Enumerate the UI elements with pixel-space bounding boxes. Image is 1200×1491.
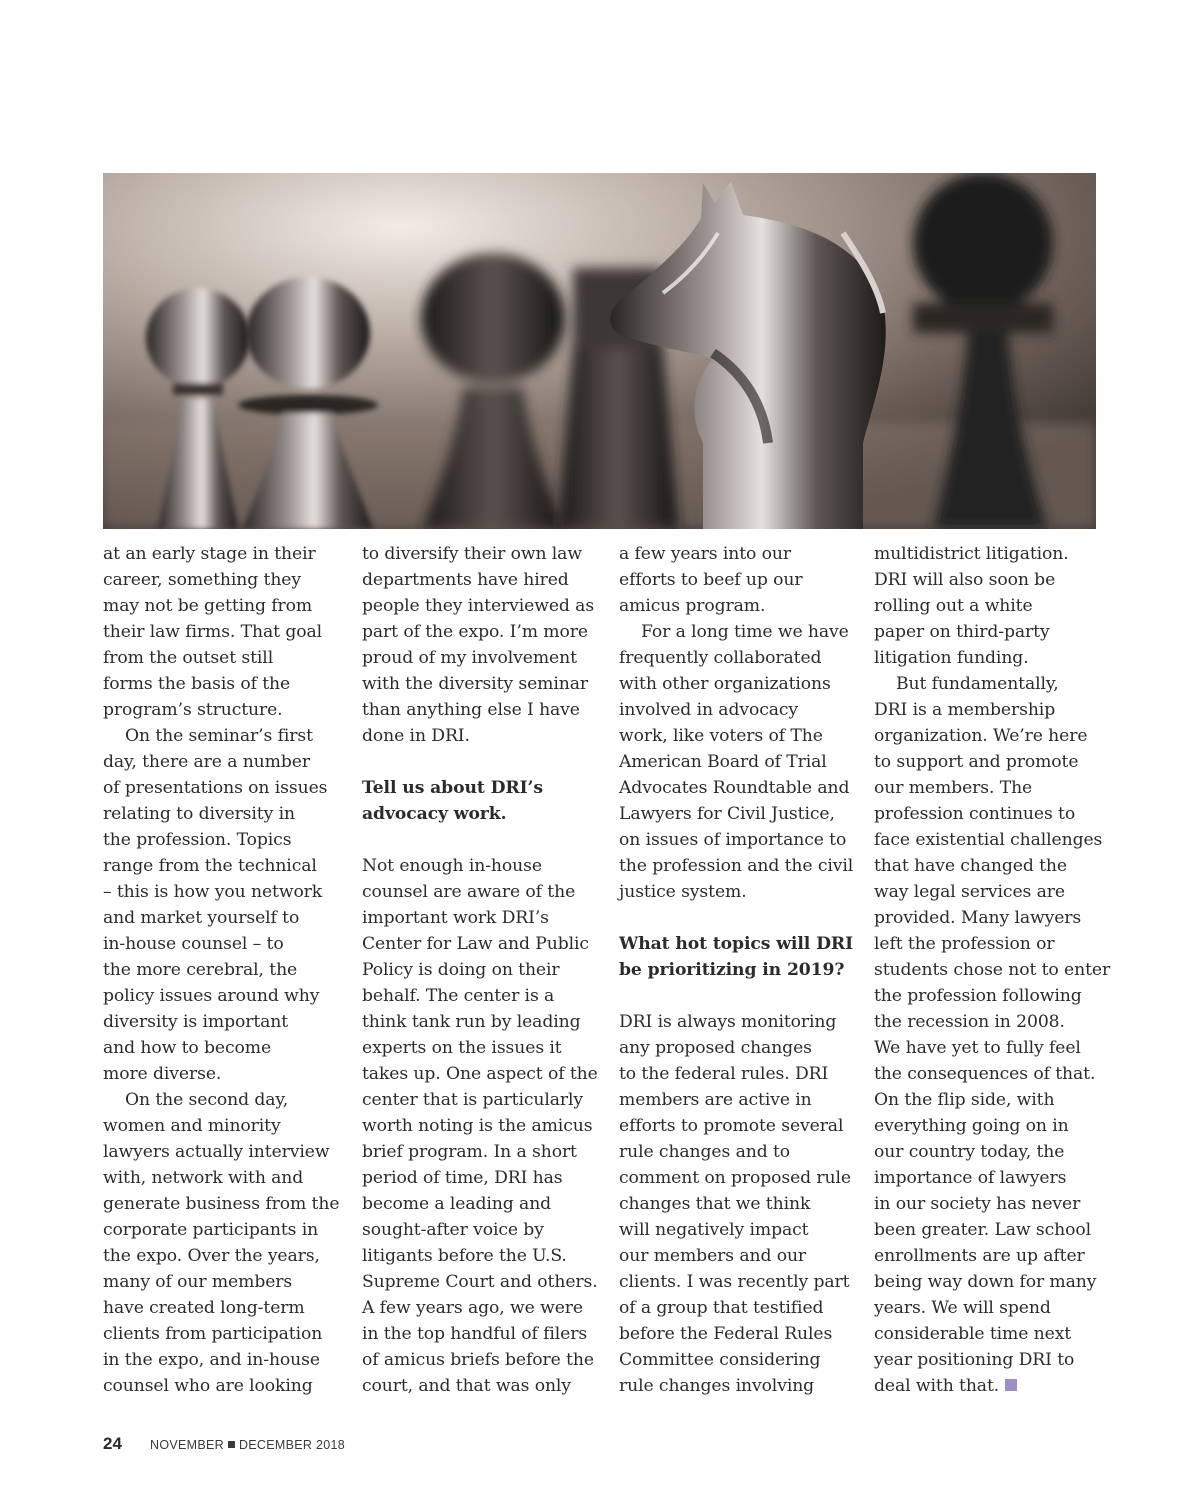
text-column-3 bbox=[619, 541, 859, 1399]
body-text-line: the consequences of that. bbox=[874, 1064, 1096, 1084]
body-text-line: our members. The bbox=[874, 778, 1033, 798]
chess-illustration bbox=[103, 173, 1096, 529]
body-text-line: program’s structure. bbox=[103, 700, 283, 720]
body-text-line: part of the expo. I’m more bbox=[362, 622, 588, 642]
text-column-1 bbox=[103, 541, 343, 1399]
body-text-line: organization. We’re here bbox=[874, 726, 1088, 746]
body-text-line: important work DRI’s bbox=[362, 908, 549, 928]
body-text-line: of a group that testified bbox=[619, 1298, 824, 1318]
issue-month: NOVEMBER bbox=[150, 1438, 224, 1452]
body-text-line: from the outset still bbox=[103, 648, 274, 668]
body-text-line: may not be getting from bbox=[103, 596, 313, 616]
body-text-line: importance of lawyers bbox=[874, 1168, 1067, 1188]
body-text-line: court, and that was only bbox=[362, 1376, 571, 1396]
body-text-line: behalf. The center is a bbox=[362, 986, 555, 1006]
body-text-line: multidistrict litigation. bbox=[874, 544, 1069, 564]
body-text-line: generate business from the bbox=[103, 1194, 340, 1214]
body-text-line: deal with that. bbox=[874, 1373, 1114, 1399]
body-text-line: involved in advocacy bbox=[619, 700, 799, 720]
body-text-line: work, like voters of The bbox=[619, 726, 823, 746]
body-text-line: frequently collaborated bbox=[619, 648, 822, 668]
body-text-line: Policy is doing on their bbox=[362, 960, 560, 980]
body-text-line: experts on the issues it bbox=[362, 1038, 562, 1058]
issue-rest: DECEMBER 2018 bbox=[238, 1438, 345, 1452]
body-text-line: DRI is always monitoring bbox=[619, 1012, 837, 1032]
body-text-line: Center for Law and Public bbox=[362, 934, 589, 954]
body-text-line: many of our members bbox=[103, 1272, 293, 1292]
paragraph-gap bbox=[619, 905, 859, 931]
body-text-line: enrollments are up after bbox=[874, 1246, 1085, 1266]
end-of-article-mark bbox=[1005, 1379, 1017, 1391]
body-text-line: left the profession or bbox=[874, 934, 1055, 954]
body-text-line: being way down for many bbox=[874, 1272, 1097, 1292]
body-text-line: brief program. In a short bbox=[362, 1142, 577, 1162]
body-text-line: relating to diversity in bbox=[103, 804, 295, 824]
body-text-line: But fundamentally, bbox=[896, 674, 1059, 694]
body-text-line: American Board of Trial bbox=[619, 752, 827, 772]
body-text-line: on issues of importance to bbox=[619, 830, 847, 850]
body-text-line: face existential challenges bbox=[874, 830, 1103, 850]
body-text-line: provided. Many lawyers bbox=[874, 908, 1082, 928]
body-text-line: everything going on in bbox=[874, 1116, 1069, 1136]
body-text-line: than anything else I have bbox=[362, 700, 580, 720]
body-text-line: with, network with and bbox=[103, 1168, 304, 1188]
body-text-line: more diverse. bbox=[103, 1064, 222, 1084]
body-text-line: clients. I was recently part bbox=[619, 1272, 850, 1292]
body-text-line: On the second day, bbox=[125, 1090, 289, 1110]
body-text-line: years. We will spend bbox=[874, 1298, 1051, 1318]
body-text-line: the profession following bbox=[874, 986, 1082, 1006]
question-heading-line: be prioritizing in 2019? bbox=[619, 960, 845, 980]
body-text-line: in the top handful of filers bbox=[362, 1324, 588, 1344]
question-heading-line: What hot topics will DRI bbox=[619, 934, 854, 954]
body-text-line: the recession in 2008. bbox=[874, 1012, 1065, 1032]
body-text-line: to the federal rules. DRI bbox=[619, 1064, 829, 1084]
body-text-line: range from the technical bbox=[103, 856, 317, 876]
body-text-line: with the diversity seminar bbox=[362, 674, 588, 694]
body-text-line: Committee considering bbox=[619, 1350, 821, 1370]
body-text-line: of amicus briefs before the bbox=[362, 1350, 594, 1370]
body-text-line: corporate participants in bbox=[103, 1220, 319, 1240]
body-text-line: any proposed changes bbox=[619, 1038, 812, 1058]
text-column-4 bbox=[874, 541, 1114, 1399]
body-text-line: counsel are aware of the bbox=[362, 882, 576, 902]
body-text-line: year positioning DRI to bbox=[874, 1350, 1075, 1370]
body-text-line: the expo. Over the years, bbox=[103, 1246, 320, 1266]
body-text-line: On the flip side, with bbox=[874, 1090, 1055, 1110]
body-text-line: We have yet to fully feel bbox=[874, 1038, 1081, 1058]
body-text-line: day, there are a number bbox=[103, 752, 310, 772]
body-text-line: sought-after voice by bbox=[362, 1220, 544, 1240]
body-text-line: will negatively impact bbox=[619, 1220, 809, 1240]
text-column-2 bbox=[362, 541, 602, 1399]
body-text-line: diversity is important bbox=[103, 1012, 289, 1032]
body-text-line: comment on proposed rule bbox=[619, 1168, 851, 1188]
body-text-line: that have changed the bbox=[874, 856, 1067, 876]
body-text-line: career, something they bbox=[103, 570, 301, 590]
body-text-line: – this is how you network bbox=[103, 882, 323, 902]
body-text-line: proud of my involvement bbox=[362, 648, 577, 668]
question-heading-line: advocacy work. bbox=[362, 804, 507, 824]
body-text-line: rolling out a white bbox=[874, 596, 1033, 616]
body-text-line: way legal services are bbox=[874, 882, 1065, 902]
body-text-line: considerable time next bbox=[874, 1324, 1072, 1344]
body-text-line: paper on third-party bbox=[874, 622, 1050, 642]
body-text-line: the profession. Topics bbox=[103, 830, 292, 850]
body-text-line: done in DRI. bbox=[362, 726, 470, 746]
body-text-line: the profession and the civil bbox=[619, 856, 854, 876]
body-text-line: students chose not to enter bbox=[874, 960, 1111, 980]
body-text-line: been greater. Law school bbox=[874, 1220, 1091, 1240]
body-text-line: in our society has never bbox=[874, 1194, 1081, 1214]
body-text-line: people they interviewed as bbox=[362, 596, 595, 616]
pawn-left-near bbox=[238, 277, 378, 529]
paragraph-gap bbox=[362, 749, 602, 775]
body-text-line: For a long time we have bbox=[641, 622, 849, 642]
body-text-line: litigants before the U.S. bbox=[362, 1246, 567, 1266]
body-text-line: women and minority bbox=[103, 1116, 281, 1136]
body-text-line: center that is particularly bbox=[362, 1090, 584, 1110]
question-heading-line: Tell us about DRI’s bbox=[362, 778, 543, 798]
body-text-line: Lawyers for Civil Justice, bbox=[619, 804, 835, 824]
body-text-line: DRI will also soon be bbox=[874, 570, 1056, 590]
body-text-line: the more cerebral, the bbox=[103, 960, 298, 980]
body-text-line: Not enough in-house bbox=[362, 856, 542, 876]
body-text-line: in the expo, and in-house bbox=[103, 1350, 320, 1370]
body-text-line: Advocates Roundtable and bbox=[619, 778, 850, 798]
body-text-line: forms the basis of the bbox=[103, 674, 291, 694]
body-text-line: think tank run by leading bbox=[362, 1012, 581, 1032]
issue-separator bbox=[228, 1441, 235, 1448]
body-text-line: of presentations on issues bbox=[103, 778, 328, 798]
body-text-line: changes that we think bbox=[619, 1194, 811, 1214]
body-text-line: and market yourself to bbox=[103, 908, 300, 928]
body-text-line: On the seminar’s first bbox=[125, 726, 313, 746]
body-text-line: departments have hired bbox=[362, 570, 569, 590]
body-text-line: have created long-term bbox=[103, 1298, 305, 1318]
body-text-line: our country today, the bbox=[874, 1142, 1065, 1162]
body-text-line: clients from participation bbox=[103, 1324, 323, 1344]
body-text-line: justice system. bbox=[619, 882, 747, 902]
body-text-line: amicus program. bbox=[619, 596, 766, 616]
body-text-line: their law firms. That goal bbox=[103, 622, 323, 642]
body-text-line: members are active in bbox=[619, 1090, 812, 1110]
body-text-line: takes up. One aspect of the bbox=[362, 1064, 598, 1084]
paragraph-gap bbox=[619, 983, 859, 1009]
body-text-line: our members and our bbox=[619, 1246, 807, 1266]
body-text-line: A few years ago, we were bbox=[362, 1298, 583, 1318]
issue-date bbox=[150, 1438, 345, 1452]
body-text-line: worth noting is the amicus bbox=[362, 1116, 593, 1136]
body-text-line: policy issues around why bbox=[103, 986, 320, 1006]
body-text-line: to support and promote bbox=[874, 752, 1079, 772]
chess-photo bbox=[103, 173, 1096, 529]
body-text-line: and how to become bbox=[103, 1038, 272, 1058]
body-text-line: rule changes and to bbox=[619, 1142, 791, 1162]
body-text-line: become a leading and bbox=[362, 1194, 552, 1214]
body-text-line: efforts to beef up our bbox=[619, 570, 803, 590]
body-text-line: lawyers actually interview bbox=[103, 1142, 330, 1162]
body-text-line: efforts to promote several bbox=[619, 1116, 844, 1136]
body-text-line: litigation funding. bbox=[874, 648, 1029, 668]
body-text-line: profession continues to bbox=[874, 804, 1076, 824]
body-text-line: with other organizations bbox=[619, 674, 831, 694]
body-text-line: Supreme Court and others. bbox=[362, 1272, 598, 1292]
body-text-line: counsel who are looking bbox=[103, 1376, 313, 1396]
page-number: 24 bbox=[103, 1434, 122, 1453]
body-text-line: period of time, DRI has bbox=[362, 1168, 563, 1188]
body-text-line: to diversify their own law bbox=[362, 544, 582, 564]
body-text-line: rule changes involving bbox=[619, 1376, 815, 1396]
body-text-line: before the Federal Rules bbox=[619, 1324, 833, 1344]
body-text-line: a few years into our bbox=[619, 544, 791, 564]
body-text-line: at an early stage in their bbox=[103, 544, 316, 564]
body-text-line: DRI is a membership bbox=[874, 700, 1056, 720]
body-text-line: in-house counsel – to bbox=[103, 934, 284, 954]
paragraph-gap bbox=[362, 827, 602, 853]
